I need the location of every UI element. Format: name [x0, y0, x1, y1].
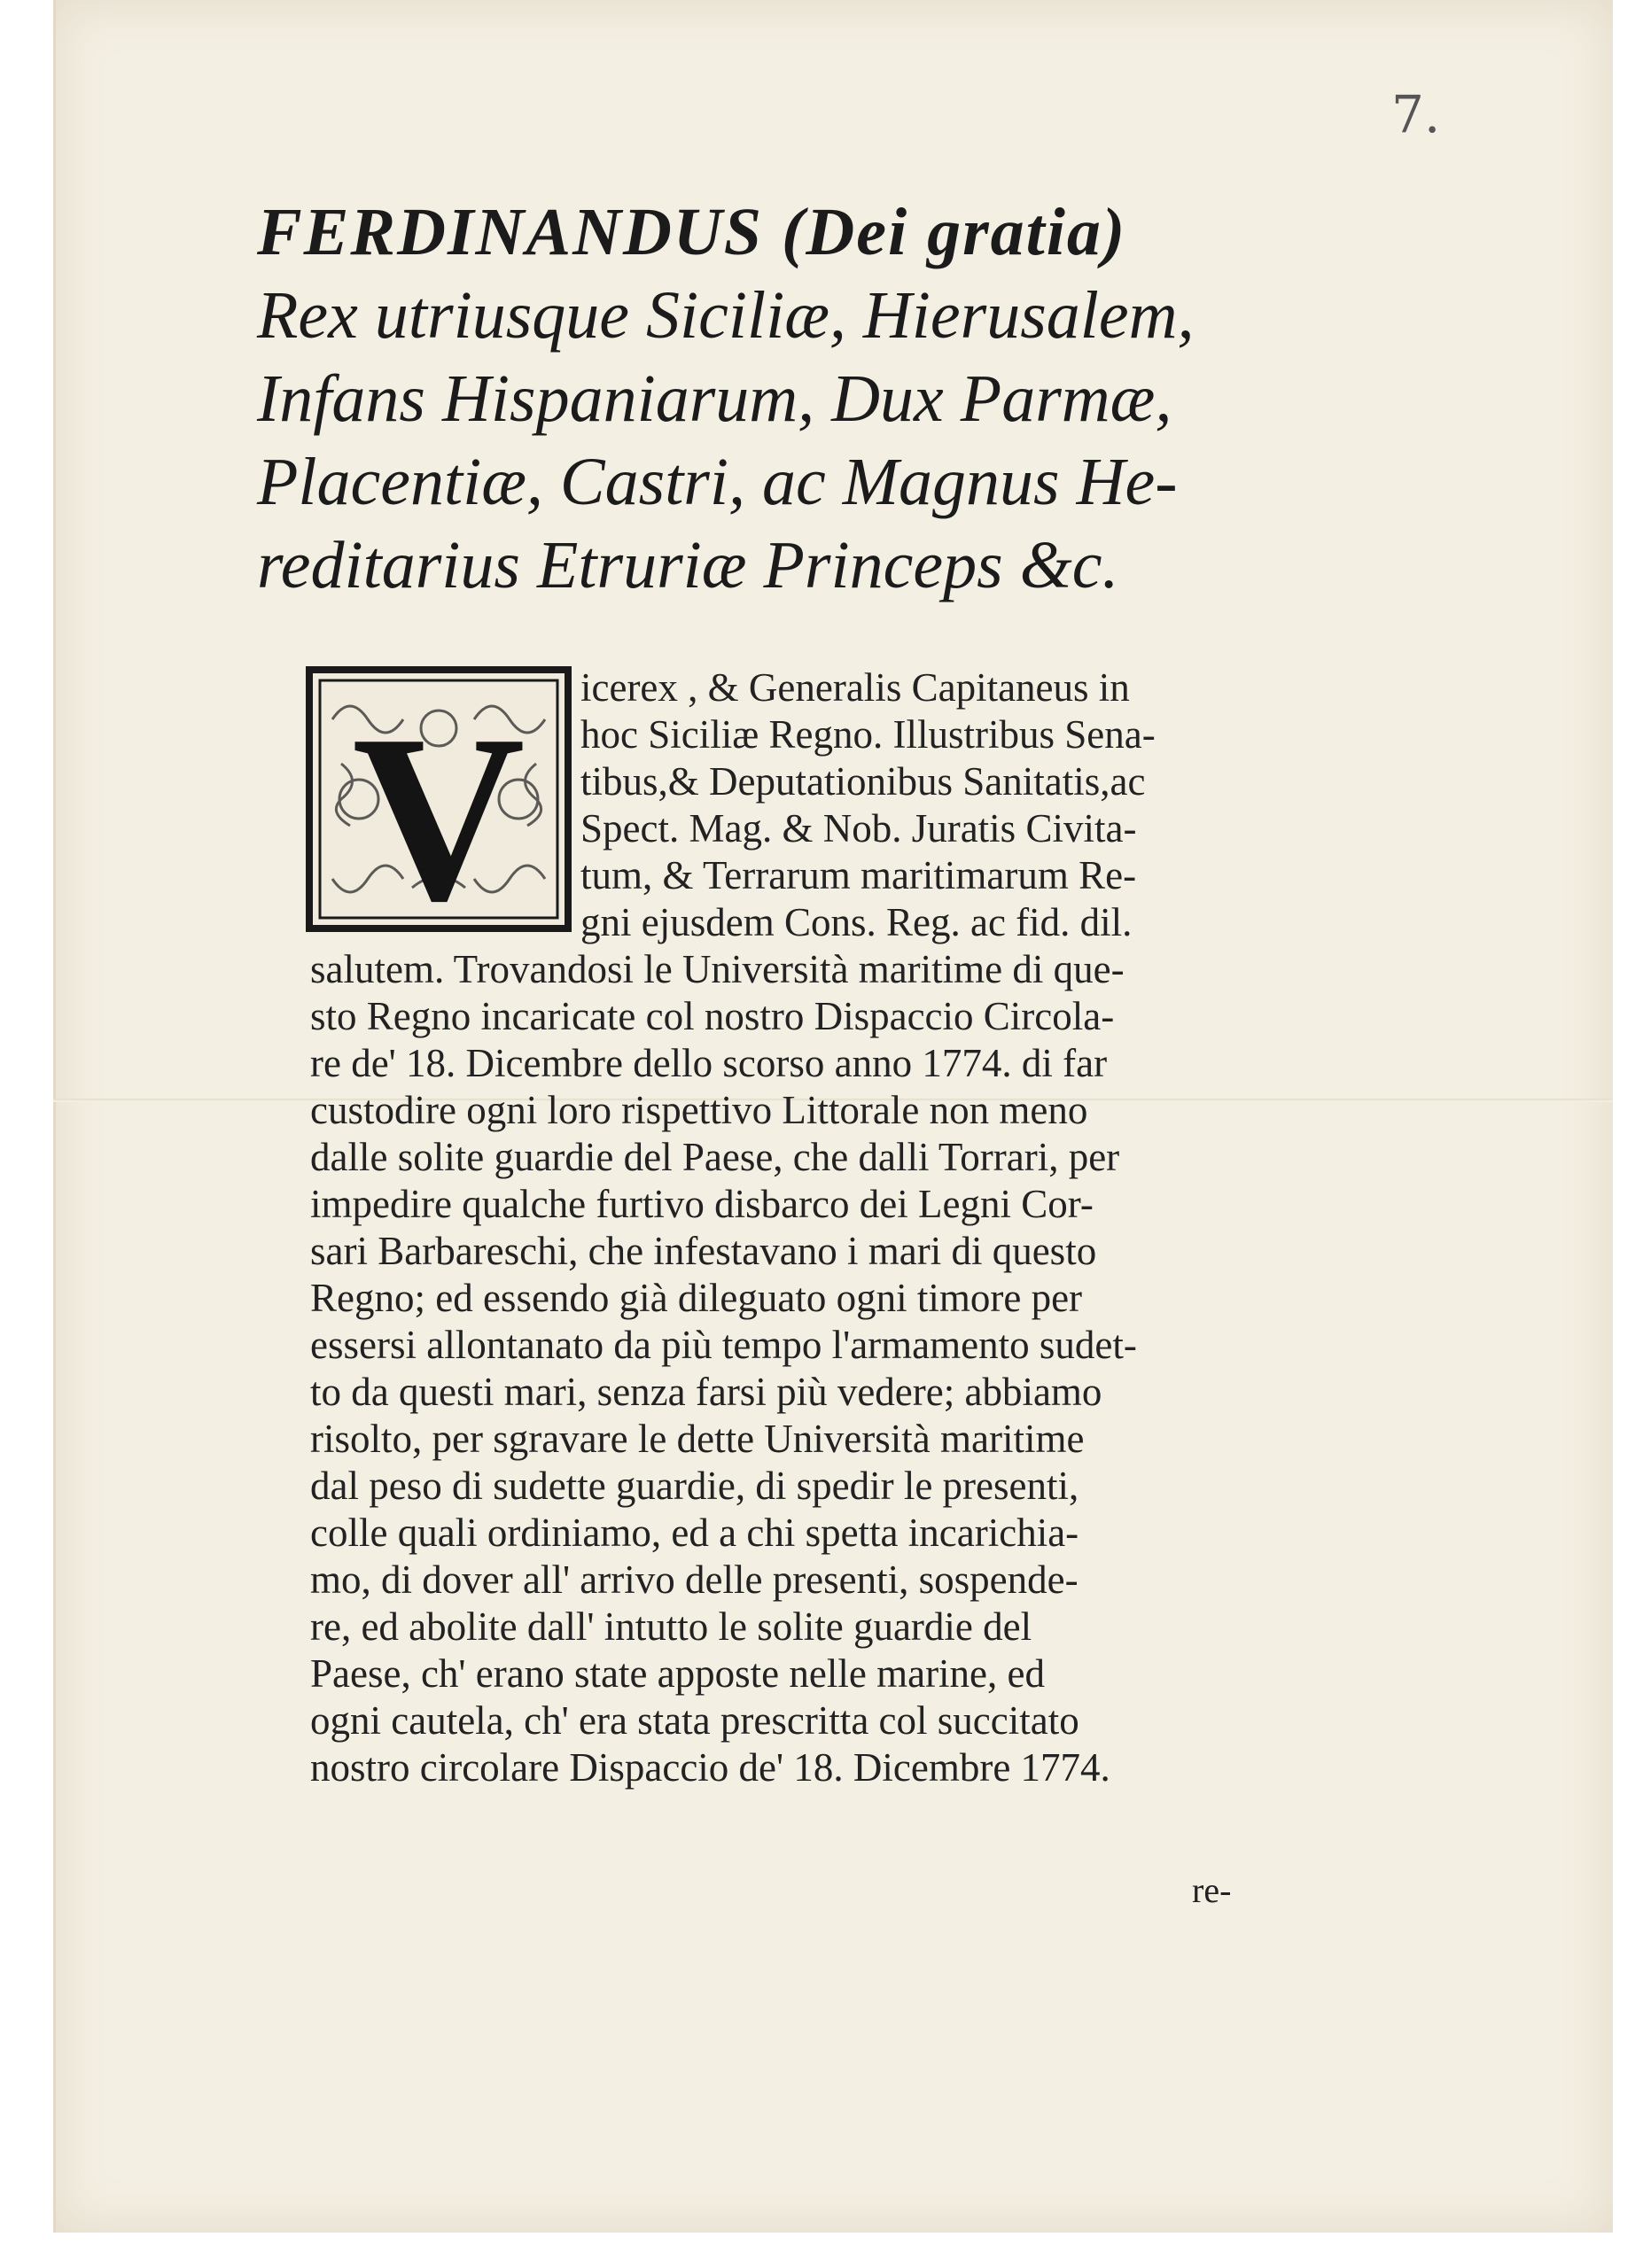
- body-line: re de' 18. Dicembre dello scorso anno 1774. di far: [310, 1041, 1108, 1085]
- catchword: re-: [1192, 1870, 1232, 1910]
- title-line: FERDINANDUS (Dei gratia): [257, 195, 1127, 269]
- body-line: impedire qualche furtivo disbarco dei Legni Cor-: [310, 1182, 1094, 1226]
- body-line: ogni cautela, ch' era stata prescritta col succitato: [310, 1698, 1079, 1743]
- body-line: to da questi mari, senza farsi più vedere; abbiamo: [310, 1370, 1102, 1414]
- title-line: reditarius Etruriæ Princeps &c.: [257, 528, 1119, 602]
- body-line: risolto, per sgravare le dette Università maritime: [310, 1417, 1085, 1461]
- decree-title: [257, 190, 1356, 607]
- dropcap-letter: V: [352, 686, 526, 932]
- body-line: custodire ogni loro rispettivo Littorale non meno: [310, 1088, 1088, 1132]
- page-number: 7.: [1391, 84, 1441, 144]
- paper-edge: [53, 0, 56, 2233]
- body-line: tibus,& Deputationibus Sanitatis,ac: [580, 759, 1146, 804]
- body-line: salutem. Trovandosi le Università maritime di que-: [310, 947, 1125, 991]
- body-line: sari Barbareschi, che infestavano i mari di questo: [310, 1229, 1097, 1273]
- body-line: hoc Siciliæ Regno. Illustribus Sena-: [580, 712, 1156, 757]
- body-line: Spect. Mag. & Nob. Juratis Civita-: [580, 806, 1137, 850]
- body-line: icerex , & Generalis Capitaneus in: [580, 665, 1130, 710]
- body-line: sto Regno incaricate col nostro Dispaccio Circola-: [310, 994, 1115, 1038]
- title-line: Infans Hispaniarum, Dux Parmæ,: [257, 361, 1172, 436]
- body-line: Regno; ed essendo già dileguato ogni timore per: [310, 1276, 1083, 1320]
- body-line: re, ed abolite dall' intutto le solite guardie del: [310, 1604, 1032, 1649]
- body-line: nostro circolare Dispaccio de' 18. Dicembre 1774.: [310, 1745, 1110, 1790]
- body-line: Paese, ch' erano state apposte nelle marine, ed: [310, 1651, 1046, 1696]
- body-line: gni ejusdem Cons. Reg. ac fid. dil.: [580, 900, 1133, 944]
- body-line: colle quali ordiniamo, ed a chi spetta incarichia-: [310, 1511, 1079, 1555]
- body-line: mo, di dover all' arrivo delle presenti, sospende-: [310, 1557, 1079, 1602]
- body-line: dalle solite guardie del Paese, che dalli Torrari, per: [310, 1135, 1120, 1179]
- body-line: dal peso di sudette guardie, di spedir le presenti,: [310, 1464, 1079, 1508]
- body-line: essersi allontanato da più tempo l'armamento sudet-: [310, 1323, 1137, 1367]
- body-line: tum, & Terrarum maritimarum Re-: [580, 853, 1137, 897]
- title-line: Placentiæ, Castri, ac Magnus He-: [257, 445, 1178, 519]
- title-line: Rex utriusque Siciliæ, Hierusalem,: [257, 278, 1195, 353]
- decree-body: [310, 664, 1294, 1791]
